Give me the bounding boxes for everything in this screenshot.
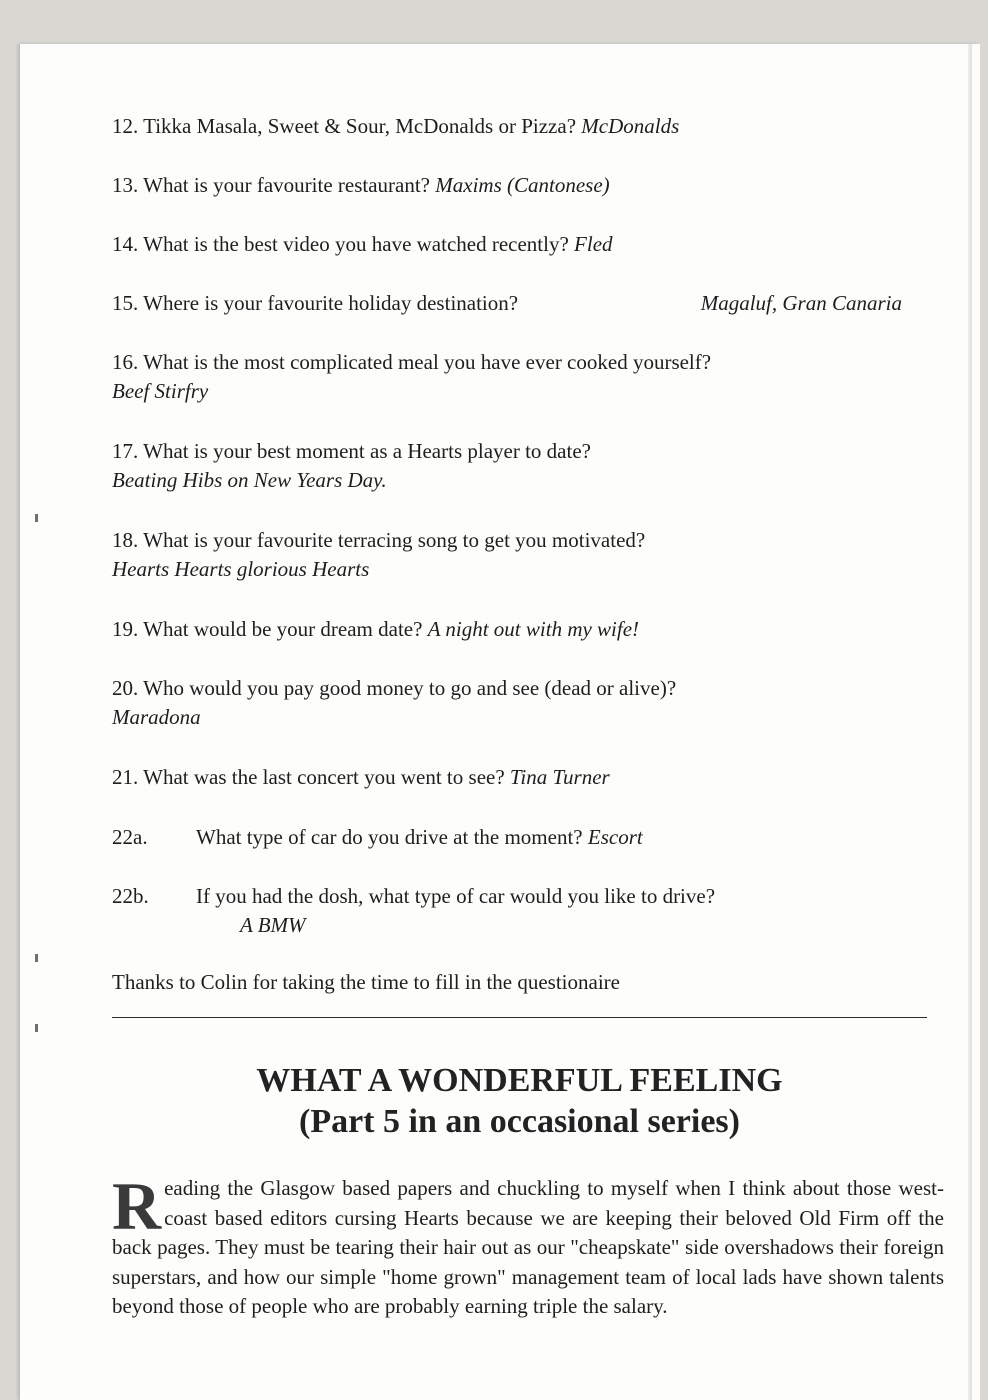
question-text: 15. Where is your favourite holiday destination? (112, 291, 519, 315)
answer-text: Tina Turner (509, 765, 610, 789)
question-22a (112, 823, 902, 852)
article-title: WHAT A WONDERFUL FEELING (256, 1062, 783, 1099)
section-divider (112, 1017, 927, 1018)
question-20 (112, 674, 902, 732)
question-14 (112, 230, 902, 259)
answer-text: Magaluf, Gran Canaria (700, 291, 902, 315)
question-text: 12. Tikka Masala, Sweet & Sour, McDonalds or Pizza? (112, 114, 582, 138)
page (20, 44, 980, 1400)
question-13 (112, 171, 902, 200)
question-label: 22a. (112, 825, 148, 849)
question-text: 17. What is your best moment as a Hearts player to date? (112, 439, 591, 463)
thanks-note: Thanks to Colin for taking the time to fill in the questionaire (112, 970, 620, 994)
question-22b (112, 882, 902, 940)
question-text: 13. What is your favourite restaurant? (112, 173, 436, 197)
question-19 (112, 615, 902, 644)
article-subtitle: (Part 5 in an occasional series) (299, 1103, 740, 1140)
question-12 (112, 112, 902, 141)
question-15 (112, 289, 902, 318)
question-17 (112, 437, 902, 495)
answer-text: A BMW (240, 913, 306, 937)
question-text: 16. What is the most complicated meal you have ever cooked yourself? (112, 350, 712, 374)
question-text: If you had the dosh, what type of car would you like to drive? (196, 884, 716, 908)
question-label: 22b. (112, 884, 149, 908)
question-18 (112, 526, 902, 584)
article-paragraph: eading the Glasgow based papers and chuckling to myself when I think about those west-coast based editors cursing Hearts because we are keeping their beloved Old Firm off the back pages. They must be tearing their hair out as our "cheapskate" side overshadows their foreign superstars, and how our simple "home grown" management team of local lads have shown talents beyond those of people who are probably earning triple the salary. (112, 1176, 944, 1318)
answer-text: Beef Stirfry (112, 379, 209, 403)
answer-text: Maradona (112, 705, 201, 729)
answer-text: Hearts Hearts glorious Hearts (112, 557, 370, 581)
question-text: 20. Who would you pay good money to go and see (dead or alive)? (112, 676, 677, 700)
question-text: What type of car do you drive at the moment? (196, 825, 588, 849)
answer-text: Beating Hibs on New Years Day. (112, 468, 387, 492)
question-text: 21. What was the last concert you went to see? (112, 765, 510, 789)
question-text: 19. What would be your dream date? (112, 617, 428, 641)
question-16 (112, 348, 902, 406)
article-body (112, 1168, 944, 1322)
article-headline (112, 1060, 927, 1142)
answer-text: Fled (574, 232, 613, 256)
answer-text: A night out with my wife! (427, 617, 640, 641)
answer-text: Maxims (Cantonese) (435, 173, 610, 197)
drop-cap: R (112, 1168, 162, 1244)
question-text: 14. What is the best video you have watched recently? (112, 232, 575, 256)
question-21 (112, 763, 902, 792)
page-content (20, 44, 980, 1400)
question-text: 18. What is your favourite terracing song to get you motivated? (112, 528, 646, 552)
answer-text: McDonalds (581, 114, 680, 138)
answer-text: Escort (587, 825, 643, 849)
